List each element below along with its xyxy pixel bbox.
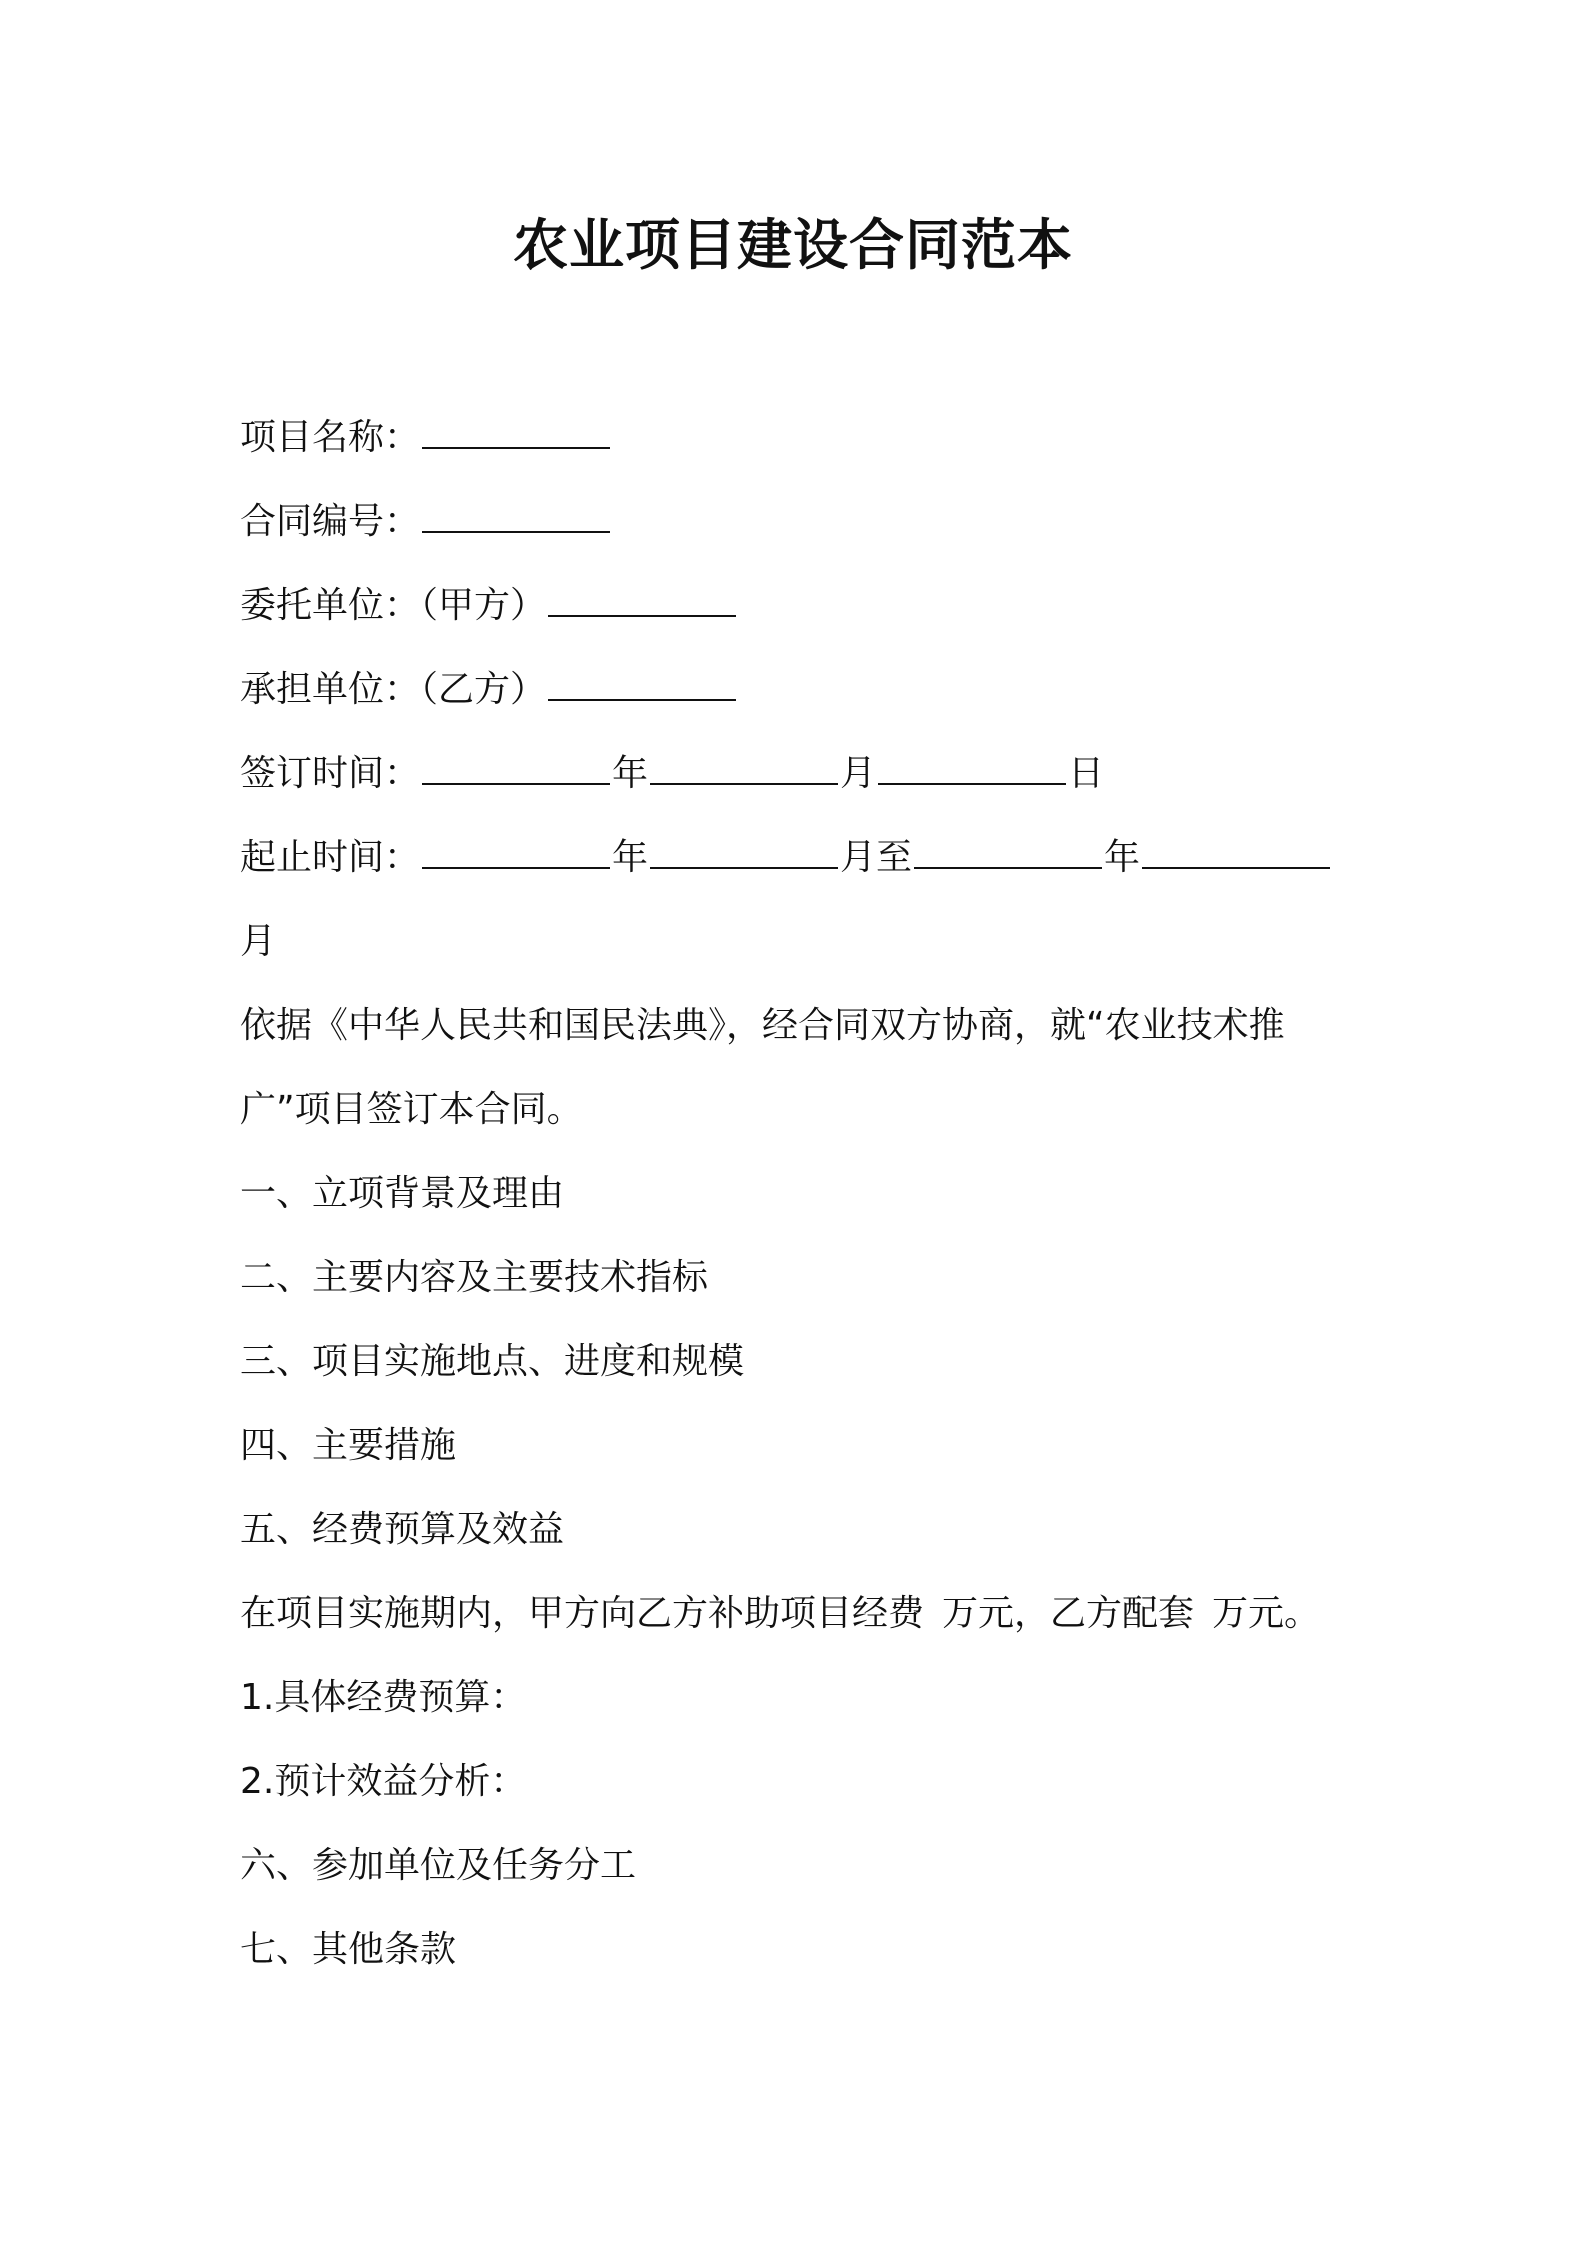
end-month-text: 月: [240, 921, 277, 962]
document-title: 农业项目建设合同范本: [512, 213, 1073, 277]
intro-line-2: 广”项目签订本合同。: [240, 1089, 583, 1130]
contract-no-line: [240, 480, 1360, 564]
funding-part-2: 万元，乙方配套: [942, 1593, 1195, 1634]
start-month-blank[interactable]: [650, 823, 838, 869]
document-body: [240, 396, 1360, 1992]
party-a-line: [240, 564, 1360, 648]
funding-part-1: 在项目实施期内，甲方向乙方补助项目经费: [240, 1593, 925, 1634]
period-line: [240, 816, 1360, 900]
start-year-text: 年: [612, 837, 649, 878]
month-to-text: 月至: [840, 837, 913, 878]
intro-line-1: 依据《中华人民共和国民法典》，经合同双方协商，就“农业技术推: [240, 1005, 1285, 1046]
project-name-label: 项目名称：: [240, 417, 421, 458]
sign-date-line: [240, 732, 1360, 816]
party-b-label: 承担单位：（乙方）: [240, 669, 547, 710]
section-6-heading: 六、参加单位及任务分工: [240, 1845, 637, 1886]
section-7-heading: 七、其他条款: [240, 1929, 457, 1970]
project-name-blank[interactable]: [422, 403, 610, 449]
section-5-heading: 五、经费预算及效益: [240, 1509, 565, 1550]
sign-month-text: 月: [840, 753, 877, 794]
party-a-blank[interactable]: [548, 571, 736, 617]
sign-day-blank[interactable]: [878, 739, 1066, 785]
period-label: 起止时间：: [240, 837, 421, 878]
party-b-line: [240, 648, 1360, 732]
sign-day-text: 日: [1068, 753, 1105, 794]
sign-date-label: 签订时间：: [240, 753, 421, 794]
party-b-blank[interactable]: [548, 655, 736, 701]
funding-line: [240, 1572, 1360, 1656]
sign-year-text: 年: [612, 753, 649, 794]
funding-part-3: 万元。: [1212, 1593, 1321, 1634]
period-line-wrap: [240, 900, 1360, 984]
section-1-heading: 一、立项背景及理由: [240, 1173, 565, 1214]
start-year-blank[interactable]: [422, 823, 610, 869]
section-4-heading: 四、主要措施: [240, 1425, 457, 1466]
sign-year-blank[interactable]: [422, 739, 610, 785]
section-3-heading: 三、项目实施地点、进度和规模: [240, 1341, 745, 1382]
party-a-label: 委托单位：（甲方）: [240, 585, 547, 626]
section-2-heading: 二、主要内容及主要技术指标: [240, 1257, 709, 1298]
end-year-blank[interactable]: [914, 823, 1102, 869]
end-year-text: 年: [1104, 837, 1141, 878]
project-name-line: [240, 396, 1360, 480]
contract-no-blank[interactable]: [422, 487, 610, 533]
benefit-item: 2.预计效益分析：: [240, 1761, 527, 1802]
budget-item: 1.具体经费预算：: [240, 1677, 527, 1718]
sign-month-blank[interactable]: [650, 739, 838, 785]
contract-no-label: 合同编号：: [240, 501, 421, 542]
end-month-blank[interactable]: [1142, 823, 1330, 869]
